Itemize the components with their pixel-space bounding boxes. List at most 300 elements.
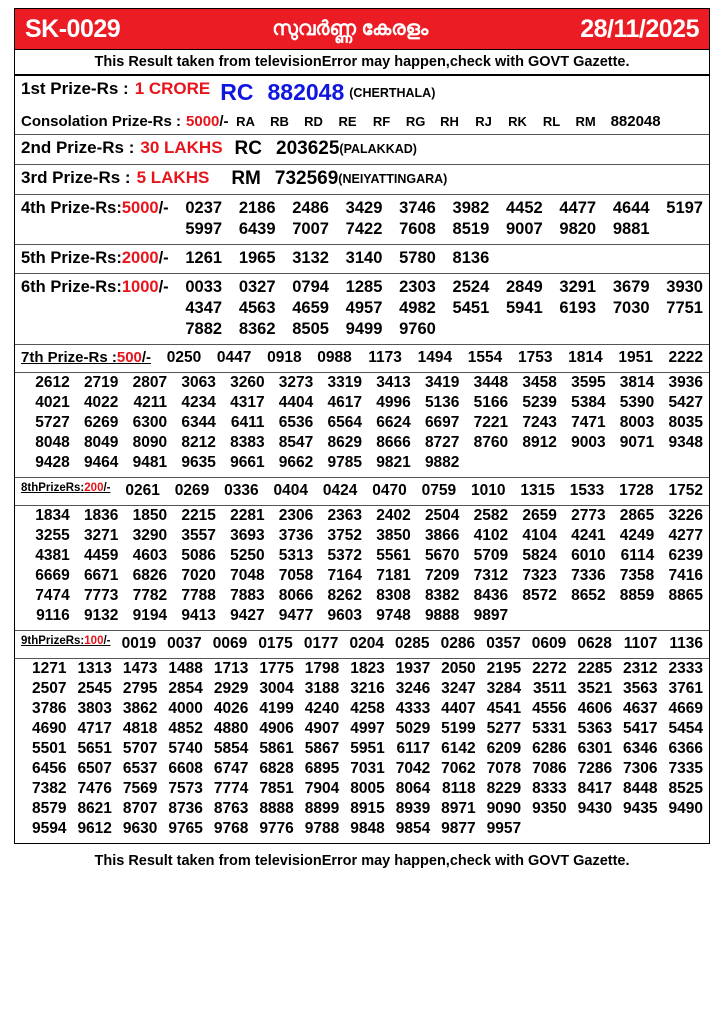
draw-date: 28/11/2025 bbox=[580, 14, 699, 43]
prize-number: 9760 bbox=[399, 320, 436, 338]
prize-number: 5086 bbox=[181, 547, 216, 564]
consolation-suffix: /- bbox=[219, 113, 229, 130]
prize-number: 3188 bbox=[304, 680, 340, 697]
prize-number: 4234 bbox=[181, 394, 216, 411]
prize-number: 9821 bbox=[376, 454, 411, 471]
prize-number: 8629 bbox=[327, 434, 362, 451]
prize-number: 5166 bbox=[473, 394, 509, 411]
prize-number: 8090 bbox=[132, 434, 168, 451]
prize-number: 6624 bbox=[376, 414, 411, 431]
prize-number: 7312 bbox=[473, 567, 509, 584]
prize-number: 1261 bbox=[185, 249, 223, 267]
notice-top: This Result taken from televisionError may happen,check with GOVT Gazette. bbox=[14, 50, 710, 74]
prize-number: 7358 bbox=[619, 567, 655, 584]
prize-number: 4102 bbox=[473, 527, 509, 544]
prize-number: 2050 bbox=[441, 660, 476, 677]
prize-number: 2545 bbox=[77, 680, 112, 697]
prize-number: 0204 bbox=[349, 635, 384, 652]
prize-number: 0237 bbox=[185, 199, 223, 217]
third-prize-label: 3rd Prize-Rs : bbox=[21, 168, 131, 187]
prize-number: 0336 bbox=[224, 482, 259, 499]
prize-number: 4669 bbox=[668, 700, 703, 717]
prize-number: 4241 bbox=[571, 527, 606, 544]
prize-number: 4637 bbox=[623, 700, 658, 717]
prize-number: 9957 bbox=[486, 820, 522, 837]
prize-number: 8066 bbox=[278, 587, 314, 604]
prize-number: 9464 bbox=[83, 454, 119, 471]
prize-number: 8939 bbox=[395, 800, 431, 817]
seventh-prize-numbers-rest bbox=[21, 373, 703, 473]
prize-number: 7422 bbox=[345, 220, 383, 238]
prize-row-eighth bbox=[15, 478, 709, 506]
prize-number: 0470 bbox=[372, 482, 407, 499]
prize-number: 4563 bbox=[238, 299, 276, 317]
prize-number: 3290 bbox=[132, 527, 168, 544]
prize-number: 8362 bbox=[238, 320, 276, 338]
prize-number: 2303 bbox=[399, 278, 436, 296]
seventh-prize-suffix: /- bbox=[141, 349, 152, 366]
prize-number: 7774 bbox=[213, 780, 249, 797]
prize-number: 1965 bbox=[238, 249, 276, 267]
prize-number: 7782 bbox=[132, 587, 168, 604]
prize-number: 7007 bbox=[292, 220, 329, 238]
prize-number: 6747 bbox=[213, 760, 249, 777]
prize-number: 4022 bbox=[83, 394, 119, 411]
consolation-series: RE bbox=[338, 114, 357, 129]
prize-number: 5941 bbox=[505, 299, 543, 317]
prize-number: 6117 bbox=[396, 740, 431, 757]
prize-number: 3850 bbox=[376, 527, 411, 544]
prize-row-third bbox=[15, 165, 709, 195]
prize-number: 6439 bbox=[238, 220, 276, 238]
prize-number: 9499 bbox=[345, 320, 383, 338]
prize-number: 8579 bbox=[31, 800, 67, 817]
prize-number: 7181 bbox=[376, 567, 411, 584]
prize-number: 9662 bbox=[278, 454, 314, 471]
eighth-prize-amount: 200 bbox=[84, 482, 104, 494]
prize-number: 9776 bbox=[259, 820, 294, 837]
prize-number: 3752 bbox=[327, 527, 362, 544]
prize-number: 7474 bbox=[35, 587, 70, 604]
prize-number: 5854 bbox=[213, 740, 249, 757]
prize-number: 7048 bbox=[230, 567, 265, 584]
result-header bbox=[14, 8, 710, 50]
prize-number: 4818 bbox=[122, 720, 158, 737]
prize-number: 6286 bbox=[532, 740, 567, 757]
prize-number: 5029 bbox=[395, 720, 431, 737]
prize-number: 8136 bbox=[452, 249, 490, 267]
prize-number: 5136 bbox=[424, 394, 460, 411]
prize-number: 3982 bbox=[452, 199, 490, 217]
prize-number: 8064 bbox=[395, 780, 431, 797]
prize-number: 9612 bbox=[77, 820, 112, 837]
prize-number: 7883 bbox=[230, 587, 265, 604]
prize-number: 7573 bbox=[168, 780, 203, 797]
prize-number: 4477 bbox=[559, 199, 597, 217]
prize-row-seventh bbox=[15, 345, 709, 373]
prize-number: 7382 bbox=[31, 780, 67, 797]
prize-number: 8760 bbox=[473, 434, 509, 451]
prize-number: 5199 bbox=[441, 720, 476, 737]
prize-number: 6537 bbox=[122, 760, 158, 777]
consolation-series-list bbox=[229, 113, 661, 130]
prize-number: 7286 bbox=[577, 760, 613, 777]
prize-number: 6209 bbox=[486, 740, 522, 757]
prize-number: 5707 bbox=[122, 740, 158, 757]
prize-number: 2402 bbox=[376, 507, 411, 524]
third-prize-place: (NEIYATTINGARA) bbox=[338, 172, 448, 186]
prize-number: 2186 bbox=[238, 199, 276, 217]
prize-number: 5239 bbox=[522, 394, 557, 411]
prize-number: 3413 bbox=[376, 374, 411, 391]
prize-number: 9490 bbox=[668, 800, 703, 817]
prize-number: 0269 bbox=[174, 482, 210, 499]
prize-number: 2312 bbox=[623, 660, 658, 677]
prize-number: 9603 bbox=[327, 607, 362, 624]
prize-row-seventh-cont bbox=[15, 373, 709, 478]
prize-number: 2929 bbox=[213, 680, 249, 697]
prize-number: 7476 bbox=[77, 780, 112, 797]
prize-row-ninth-cont bbox=[15, 659, 709, 843]
prize-number: 0019 bbox=[121, 635, 157, 652]
prize-number: 9435 bbox=[623, 800, 658, 817]
prize-number: 7788 bbox=[181, 587, 216, 604]
prize-number: 3693 bbox=[230, 527, 265, 544]
prize-number: 0327 bbox=[238, 278, 276, 296]
prize-number: 8865 bbox=[668, 587, 703, 604]
prize-number: 8727 bbox=[424, 434, 460, 451]
prize-number: 4997 bbox=[350, 720, 385, 737]
prize-number: 4541 bbox=[486, 700, 522, 717]
lottery-title-malayalam: സുവർണ്ണ കേരളം bbox=[272, 17, 429, 40]
prize-number: 4104 bbox=[522, 527, 557, 544]
prize-number: 9071 bbox=[619, 434, 655, 451]
prize-number: 9348 bbox=[668, 434, 703, 451]
prize-number: 1271 bbox=[31, 660, 67, 677]
prize-number: 7416 bbox=[668, 567, 703, 584]
prize-number: 8005 bbox=[350, 780, 385, 797]
prize-number: 8707 bbox=[122, 800, 158, 817]
prize-number: 3260 bbox=[230, 374, 265, 391]
prize-number: 0033 bbox=[185, 278, 223, 296]
prize-number: 9090 bbox=[486, 800, 522, 817]
prize-number: 6114 bbox=[620, 547, 655, 564]
fourth-prize-suffix: /- bbox=[158, 199, 169, 217]
prize-number: 7335 bbox=[668, 760, 703, 777]
prize-number: 2582 bbox=[473, 507, 509, 524]
prize-number: 3004 bbox=[259, 680, 294, 697]
fourth-prize-label-text: 4th Prize-Rs: bbox=[21, 199, 122, 217]
prize-number: 1798 bbox=[304, 660, 340, 677]
prize-number: 7086 bbox=[532, 760, 567, 777]
fourth-prize-amount: 5000 bbox=[121, 199, 159, 217]
prize-number: 1136 bbox=[669, 635, 703, 652]
prize-number: 8382 bbox=[424, 587, 460, 604]
prize-number: 6269 bbox=[83, 414, 119, 431]
prize-number: 7336 bbox=[571, 567, 606, 584]
prize-number: 3595 bbox=[571, 374, 606, 391]
prize-number: 8048 bbox=[35, 434, 70, 451]
prize-number: 6456 bbox=[31, 760, 67, 777]
prize-number: 1173 bbox=[368, 349, 402, 366]
ninth-prize-numbers-first bbox=[111, 634, 704, 654]
prize-number: 1554 bbox=[467, 349, 503, 366]
consolation-series: RA bbox=[236, 114, 255, 129]
prize-number: 8049 bbox=[83, 434, 119, 451]
prize-number: 8035 bbox=[668, 414, 703, 431]
prize-number: 8229 bbox=[486, 780, 522, 797]
consolation-series: RD bbox=[304, 114, 323, 129]
prize-number: 3132 bbox=[292, 249, 329, 267]
prize-number: 8652 bbox=[571, 587, 606, 604]
prize-number: 7042 bbox=[395, 760, 431, 777]
prize-number: 2659 bbox=[522, 507, 557, 524]
prize-number: 3803 bbox=[77, 700, 112, 717]
prize-number: 9897 bbox=[473, 607, 509, 624]
prize-number: 7031 bbox=[350, 760, 385, 777]
prize-number: 4333 bbox=[395, 700, 431, 717]
prize-number: 9003 bbox=[571, 434, 606, 451]
prize-number: 6564 bbox=[327, 414, 362, 431]
first-prize-place: (CHERTHALA) bbox=[349, 85, 436, 100]
prize-number: 5363 bbox=[577, 720, 613, 737]
prize-number: 5709 bbox=[473, 547, 509, 564]
prize-row-fourth bbox=[15, 195, 709, 245]
prize-number: 9820 bbox=[559, 220, 597, 238]
prize-number: 7062 bbox=[441, 760, 476, 777]
third-prize-series: RM bbox=[231, 168, 261, 189]
prize-number: 9765 bbox=[168, 820, 203, 837]
seventh-prize-amount: 500 bbox=[116, 349, 142, 366]
prize-number: 7306 bbox=[623, 760, 658, 777]
prize-number: 0628 bbox=[577, 635, 612, 652]
eighth-prize-label bbox=[21, 481, 111, 494]
ninth-prize-amount: 100 bbox=[84, 635, 104, 647]
prize-row-first bbox=[15, 76, 709, 110]
prize-number: 6366 bbox=[668, 740, 703, 757]
sixth-prize-amount: 1000 bbox=[121, 278, 159, 296]
prize-number: 7751 bbox=[666, 299, 703, 317]
seventh-prize-label bbox=[21, 348, 151, 366]
prize-number: 8262 bbox=[327, 587, 362, 604]
prize-number: 7904 bbox=[304, 780, 340, 797]
prize-number: 9116 bbox=[36, 607, 70, 624]
consolation-series: RK bbox=[508, 114, 527, 129]
eighth-prize-numbers-rest bbox=[21, 506, 703, 626]
prize-number: 2222 bbox=[668, 349, 703, 366]
prize-number: 5861 bbox=[259, 740, 294, 757]
prize-number: 4852 bbox=[168, 720, 203, 737]
prize-row-consolation bbox=[15, 110, 709, 135]
prize-number: 0404 bbox=[273, 482, 308, 499]
prize-number: 2272 bbox=[532, 660, 567, 677]
prize-number: 7020 bbox=[181, 567, 216, 584]
prize-number: 2854 bbox=[168, 680, 203, 697]
prize-number: 8417 bbox=[577, 780, 613, 797]
consolation-series: RJ bbox=[475, 114, 492, 129]
prize-number: 3761 bbox=[668, 680, 703, 697]
prize-number: 2486 bbox=[292, 199, 329, 217]
prize-number: 5372 bbox=[327, 547, 362, 564]
prize-number: 1836 bbox=[83, 507, 119, 524]
prize-number: 3521 bbox=[577, 680, 613, 697]
prize-number: 8212 bbox=[181, 434, 216, 451]
prize-number: 3936 bbox=[668, 374, 703, 391]
prize-number: 5997 bbox=[185, 220, 223, 238]
prize-number: 4957 bbox=[345, 299, 383, 317]
first-prize-label: 1st Prize-Rs : bbox=[21, 79, 129, 98]
second-prize-series: RC bbox=[234, 138, 262, 159]
prize-number: 8763 bbox=[213, 800, 249, 817]
sixth-prize-label-text: 6th Prize-Rs: bbox=[21, 278, 122, 296]
prize-number: 0069 bbox=[212, 635, 248, 652]
prize-number: 6608 bbox=[168, 760, 203, 777]
prize-number: 9630 bbox=[122, 820, 158, 837]
prize-number: 1473 bbox=[122, 660, 158, 677]
consolation-label: Consolation Prize-Rs : bbox=[21, 113, 182, 130]
prize-number: 1285 bbox=[345, 278, 383, 296]
prize-number: 8505 bbox=[292, 320, 329, 338]
prize-number: 4199 bbox=[259, 700, 294, 717]
consolation-series: RG bbox=[405, 114, 426, 129]
prize-number: 3273 bbox=[278, 374, 314, 391]
prize-number: 4452 bbox=[505, 199, 543, 217]
prize-number: 7209 bbox=[424, 567, 460, 584]
prize-number: 4347 bbox=[185, 299, 223, 317]
prize-number: 4606 bbox=[577, 700, 613, 717]
prize-number: 2524 bbox=[452, 278, 490, 296]
prize-number: 9132 bbox=[83, 607, 119, 624]
fifth-prize-label-text: 5th Prize-Rs: bbox=[21, 249, 122, 267]
prize-number: 8572 bbox=[522, 587, 557, 604]
prize-number: 5670 bbox=[424, 547, 460, 564]
prize-number: 7471 bbox=[571, 414, 606, 431]
prize-number: 0447 bbox=[216, 349, 252, 366]
prize-number: 1951 bbox=[618, 349, 653, 366]
prize-number: 3255 bbox=[35, 527, 70, 544]
prize-number: 8547 bbox=[278, 434, 314, 451]
prize-number: 5197 bbox=[666, 199, 703, 217]
prize-number: 5331 bbox=[532, 720, 567, 737]
prize-number: 4880 bbox=[213, 720, 249, 737]
third-prize-amount: 5 LAKHS bbox=[136, 168, 210, 187]
prize-number: 3814 bbox=[619, 374, 655, 391]
prize-number: 3930 bbox=[666, 278, 703, 296]
prize-number: 6193 bbox=[559, 299, 597, 317]
prize-number: 2807 bbox=[132, 374, 168, 391]
prize-number: 3247 bbox=[441, 680, 476, 697]
prize-number: 1107 bbox=[623, 635, 658, 652]
prize-number: 9194 bbox=[132, 607, 168, 624]
prize-number: 4211 bbox=[133, 394, 168, 411]
prize-number: 5867 bbox=[304, 740, 340, 757]
prize-number: 0759 bbox=[421, 482, 457, 499]
prize-number: 1533 bbox=[569, 482, 605, 499]
prize-number: 7164 bbox=[327, 567, 362, 584]
prize-number: 5384 bbox=[571, 394, 606, 411]
consolation-series: RH bbox=[440, 114, 459, 129]
prize-number: 7221 bbox=[473, 414, 509, 431]
prize-number: 9888 bbox=[424, 607, 460, 624]
fourth-prize-numbers bbox=[169, 198, 703, 240]
prize-number: 7058 bbox=[278, 567, 314, 584]
prize-number: 1494 bbox=[417, 349, 453, 366]
prize-number: 0794 bbox=[292, 278, 329, 296]
prize-number: 9881 bbox=[612, 220, 650, 238]
prize-number: 2507 bbox=[31, 680, 67, 697]
prize-number: 0261 bbox=[125, 482, 160, 499]
eighth-prize-numbers-first bbox=[111, 481, 704, 501]
prize-number: 8525 bbox=[668, 780, 703, 797]
prize-number: 3563 bbox=[623, 680, 658, 697]
prize-number: 6239 bbox=[668, 547, 703, 564]
prize-number: 9768 bbox=[213, 820, 249, 837]
prize-number: 4617 bbox=[327, 394, 362, 411]
prize-number: 9430 bbox=[577, 800, 613, 817]
first-prize-number: 882048 bbox=[267, 79, 345, 105]
prize-number: 8333 bbox=[532, 780, 567, 797]
prize-number: 3458 bbox=[522, 374, 557, 391]
prize-number: 3063 bbox=[181, 374, 216, 391]
prize-number: 6826 bbox=[132, 567, 168, 584]
prize-number: 4556 bbox=[532, 700, 567, 717]
result-table bbox=[14, 74, 710, 844]
ninth-prize-label-text: 9thPrizeRs: bbox=[21, 635, 85, 647]
prize-number: 5454 bbox=[668, 720, 703, 737]
prize-number: 4026 bbox=[213, 700, 249, 717]
prize-number: 8888 bbox=[259, 800, 294, 817]
prize-number: 3736 bbox=[278, 527, 314, 544]
prize-number: 5451 bbox=[452, 299, 490, 317]
prize-number: 9882 bbox=[424, 454, 460, 471]
prize-number: 3786 bbox=[31, 700, 67, 717]
prize-number: 3246 bbox=[395, 680, 431, 697]
prize-number: 3862 bbox=[122, 700, 158, 717]
prize-number: 3291 bbox=[559, 278, 597, 296]
prize-number: 4277 bbox=[668, 527, 703, 544]
prize-number: 0037 bbox=[167, 635, 202, 652]
prize-number: 5951 bbox=[350, 740, 385, 757]
fifth-prize-amount: 2000 bbox=[121, 249, 159, 267]
consolation-number: 882048 bbox=[610, 113, 661, 130]
prize-number: 2719 bbox=[83, 374, 119, 391]
prize-number: 3448 bbox=[473, 374, 509, 391]
prize-number: 6301 bbox=[577, 740, 613, 757]
prize-number: 3216 bbox=[350, 680, 385, 697]
consolation-amount: 5000 bbox=[186, 113, 220, 130]
prize-number: 3866 bbox=[424, 527, 460, 544]
prize-number: 4317 bbox=[230, 394, 265, 411]
prize-number: 4690 bbox=[31, 720, 67, 737]
ninth-prize-numbers-rest bbox=[21, 659, 703, 839]
prize-number: 1488 bbox=[168, 660, 203, 677]
prize-number: 3511 bbox=[532, 680, 567, 697]
prize-number: 9594 bbox=[31, 820, 67, 837]
prize-number: 4906 bbox=[259, 720, 294, 737]
prize-number: 4258 bbox=[350, 700, 385, 717]
prize-number: 6300 bbox=[132, 414, 168, 431]
ninth-prize-suffix: /- bbox=[103, 635, 111, 647]
prize-number: 1713 bbox=[213, 660, 249, 677]
sixth-prize-suffix: /- bbox=[158, 278, 169, 296]
prize-number: 6507 bbox=[77, 760, 112, 777]
consolation-series: RM bbox=[575, 114, 596, 129]
prize-number: 7569 bbox=[122, 780, 158, 797]
prize-number: 2215 bbox=[181, 507, 216, 524]
prize-number: 7323 bbox=[522, 567, 557, 584]
prize-number: 1850 bbox=[132, 507, 168, 524]
prize-number: 6010 bbox=[571, 547, 606, 564]
